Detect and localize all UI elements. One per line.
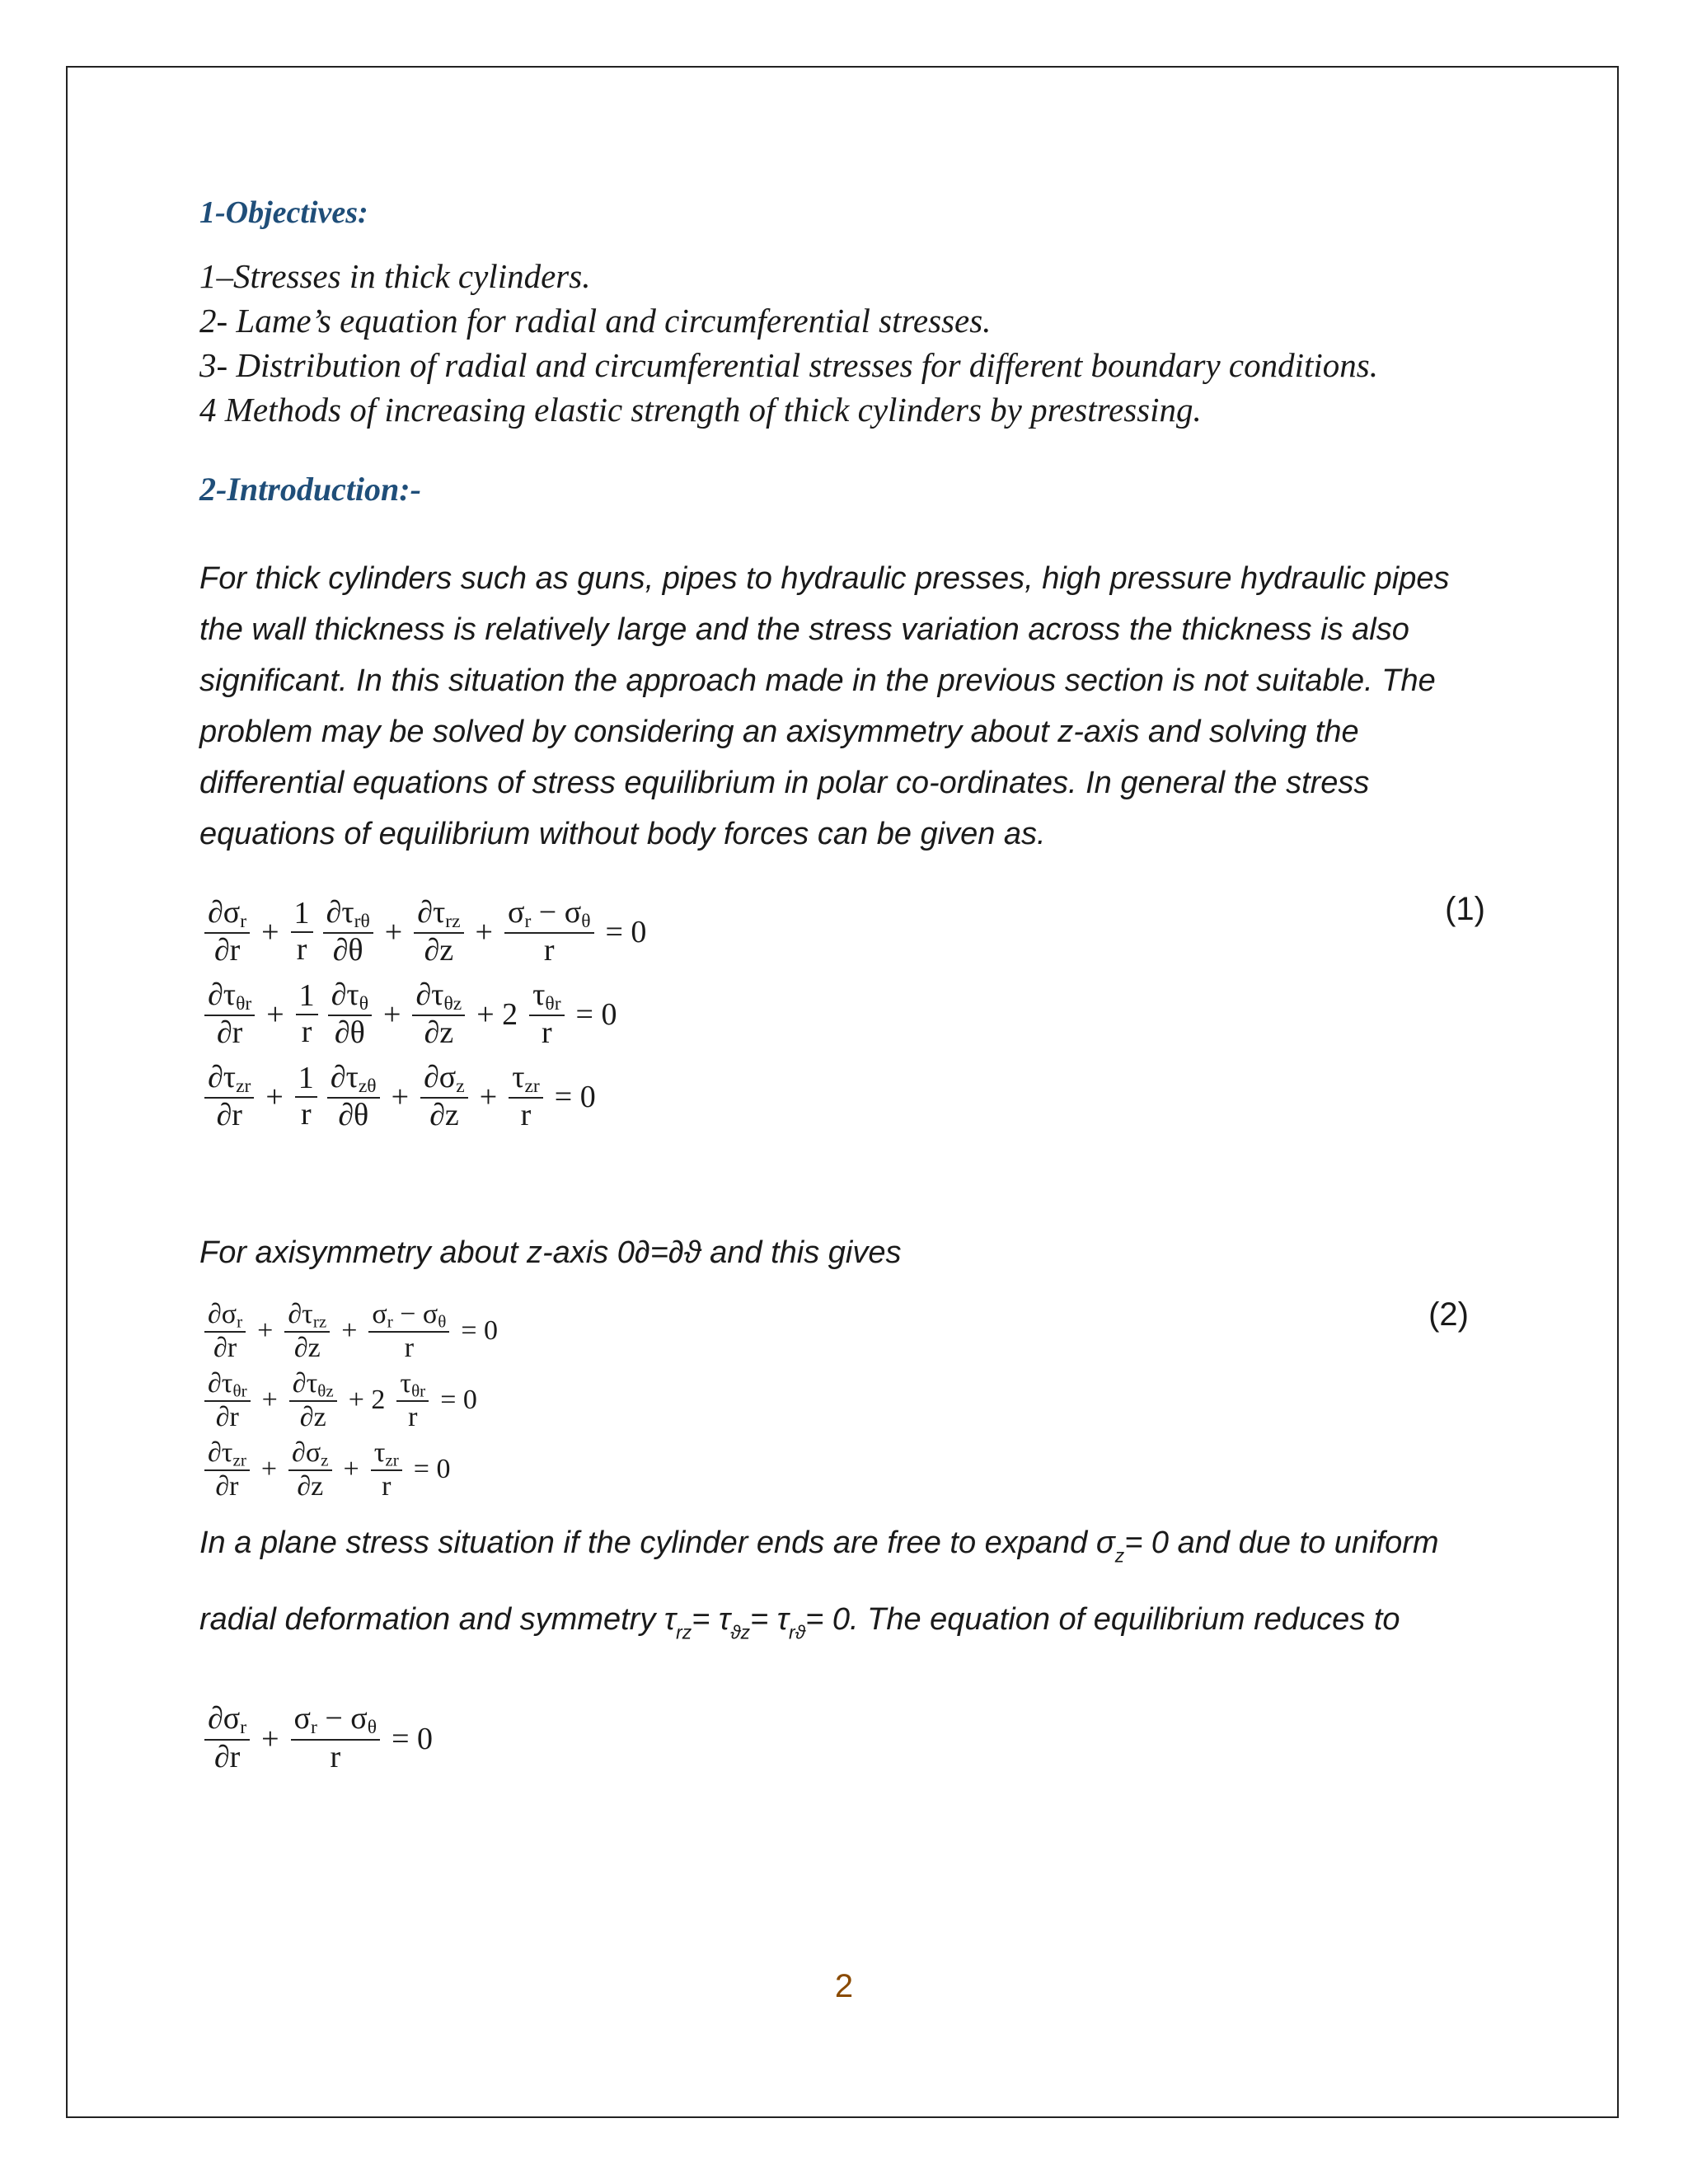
introduction-paragraph: For thick cylinders such as guns, pipes to hydraulic presses, high pressure hydraulic pipes the wall thickness is relatively large and the stress variation across the thickness is also significant. In this situation the approach made in the previous section is not suitable. The problem may be solved by considering an axisymmetry about z-axis and solving the differential equations of stress equilibrium in polar co-ordinates. In general the stress equations of equilibrium without body forces can be given as.: [199, 561, 1450, 851]
equation-row: $\frac{\partial\tau_{zr}}{\partial r}$ + $\frac{1}{r}$ $\frac{\partial\tau_{z\theta}}{\partial\theta}$ + $\frac{\partial\sigma_z}{\partial z}$ + $\frac{\tau_{zr}}{r}$ = 0: [199, 1056, 1485, 1138]
page-content: [199, 194, 1485, 1780]
objectives-heading: 1-Objectives:: [199, 195, 368, 230]
equation-row: $\frac{\partial\sigma_r}{\partial r}$ + $\frac{\partial\tau_{rz}}{\partial z}$ + $\frac{\sigma_r - \sigma_\theta}{r}$ = 0: [199, 1296, 1469, 1366]
reduced-equation: [199, 1698, 1485, 1780]
equation-number-2: (2): [1428, 1296, 1469, 1333]
equation-row: $\frac{\partial\tau_{zr}}{\partial r}$ + $\frac{\partial\sigma_z}{\partial z}$ + $\frac{\tau_{zr}}{r}$ = 0: [199, 1435, 1469, 1504]
equation-row: $\frac{\partial\sigma_r}{\partial r}$ + $\frac{\sigma_r - \sigma_\theta}{r}$ = 0: [199, 1698, 1485, 1780]
page-number: 2: [834, 1968, 854, 2004]
equation-number-1: (1): [1445, 891, 1485, 927]
equation-set-1: [199, 891, 1485, 1138]
objective-item-2: 2- Lame’s equation for radial and circumferential stresses.: [199, 302, 992, 340]
objective-item-1: 1–Stresses in thick cylinders.: [199, 257, 591, 295]
equation-row: $\frac{\partial\tau_{\theta r}}{\partial r}$ + $\frac{\partial\tau_{\theta z}}{\partial z}$ + 2 $\frac{\tau_{\theta r}}{r}$ = 0: [199, 1366, 1469, 1435]
equation-set-2: [199, 1296, 1469, 1504]
introduction-heading: 2-Introduction:-: [199, 471, 421, 508]
equation-row: $\frac{\partial\tau_{\theta r}}{\partial r}$ + $\frac{1}{r}$ $\frac{\partial\tau_\theta}{\partial\theta}$ + $\frac{\partial\tau_{\theta z}}{\partial z}$ + 2 $\frac{\tau_{\theta r}}{r}$ = 0: [199, 973, 1485, 1056]
equation-row: $\frac{\partial\sigma_r}{\partial r}$ + $\frac{1}{r}$ $\frac{\partial\tau_{r\theta}}{\partial\theta}$ + $\frac{\partial\tau_{rz}}{\partial z}$ + $\frac{\sigma_r - \sigma_\theta}{r}$ = 0: [199, 891, 1485, 973]
objective-item-4: 4 Methods of increasing elastic strength of thick cylinders by prestressing.: [199, 391, 1202, 429]
objective-item-3: 3- Distribution of radial and circumferential stresses for different boundary conditions.: [199, 346, 1378, 384]
plane-stress-paragraph: In a plane stress situation if the cylinder ends are free to expand $\sigma_z= 0$ and due to uniform radial deformation and symmetry $\tau_{rz}= \tau_{ϑz}= \tau_{rϑ}= 0$. The equation of equilibrium reduces to: [199, 1526, 1439, 1643]
objectives-list: [199, 254, 1485, 432]
axisymmetry-paragraph: For axisymmetry about z-axis 0∂=∂ϑ and this gives: [199, 1235, 902, 1270]
